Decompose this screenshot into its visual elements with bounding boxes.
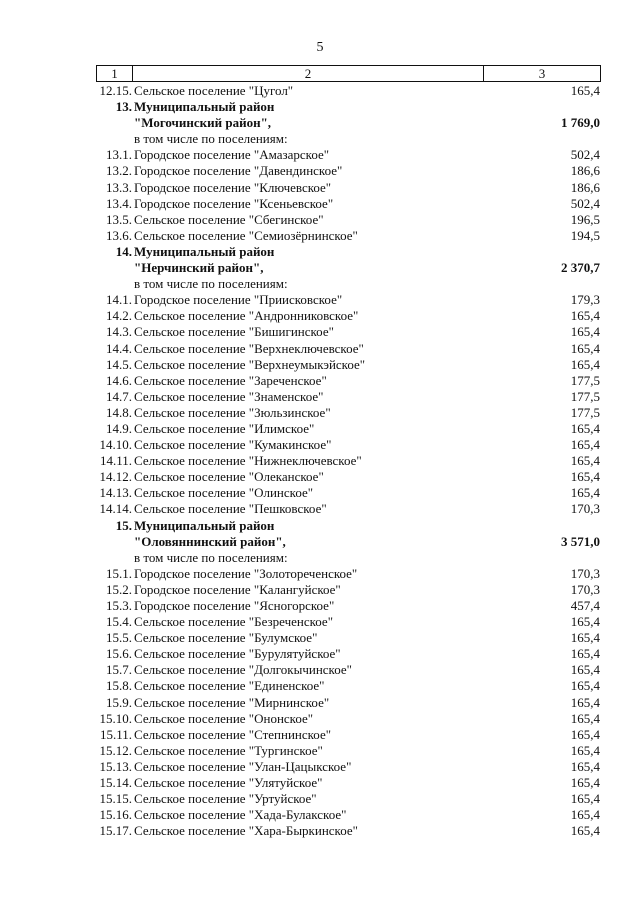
row-value: 165,4: [570, 453, 600, 469]
row-name: Сельское поселение "Андронниковское": [134, 308, 359, 324]
row-value: 2 370,7: [561, 260, 600, 276]
row-number: 15.7.: [106, 662, 132, 678]
row-number: 15.8.: [106, 678, 132, 694]
table-row: [0, 83, 640, 99]
row-name: Городское поселение "Ясногорское": [134, 598, 335, 613]
row-number: 13.5.: [106, 211, 132, 227]
row-value: 165,4: [570, 630, 600, 646]
row-value: 165,4: [570, 726, 600, 742]
table-row: [0, 131, 640, 147]
table-row: [0, 163, 640, 179]
row-number: 15.3.: [106, 598, 132, 613]
row-value: 165,4: [570, 420, 600, 436]
table-row: [0, 630, 640, 646]
table-row: [0, 566, 640, 582]
header-col-2: 2: [133, 66, 484, 81]
table-row: [0, 534, 640, 550]
row-number: 15.11.: [99, 726, 132, 742]
row-name: Муниципальный район: [134, 517, 275, 533]
table-row: [0, 695, 640, 711]
row-value: 502,4: [570, 147, 600, 163]
table-row: [0, 260, 640, 276]
row-number: 14.: [115, 243, 132, 259]
table-row: [0, 598, 640, 614]
row-number: 14.7.: [106, 388, 132, 404]
header-col-1: 1: [97, 66, 133, 81]
row-name: Сельское поселение "Ононское": [134, 710, 314, 726]
row-name: Городское поселение "Приисковское": [134, 292, 343, 308]
table-row: [0, 775, 640, 791]
row-value: 179,3: [570, 292, 600, 308]
row-name: в том числе по поселениям:: [134, 549, 288, 565]
row-value: 165,4: [570, 340, 600, 356]
row-name: Сельское поселение "Верхнеумыкэйское": [134, 356, 366, 372]
table-row: [0, 453, 640, 469]
row-number: 15.5.: [106, 630, 132, 646]
row-number: 13.4.: [106, 195, 132, 211]
row-name: Сельское поселение "Степнинское": [134, 726, 332, 742]
row-name: Сельское поселение "Кумакинское": [134, 437, 332, 453]
row-name: Городское поселение "Калангуйское": [134, 581, 341, 597]
row-name: Сельское поселение "Улятуйское": [134, 775, 323, 791]
table-row: [0, 228, 640, 244]
row-number: 14.6.: [106, 372, 132, 388]
table-row: [0, 357, 640, 373]
row-name: Городское поселение "Амазарское": [134, 147, 330, 163]
table-row: [0, 180, 640, 196]
table-row: [0, 727, 640, 743]
row-name: Сельское поселение "Булумское": [134, 630, 318, 646]
row-value: 502,4: [570, 195, 600, 211]
table-row: [0, 292, 640, 308]
table-row: [0, 485, 640, 501]
row-value: 457,4: [570, 598, 600, 613]
row-value: 165,4: [570, 662, 600, 678]
row-name: в том числе по поселениям:: [134, 276, 288, 292]
row-name: в том числе по поселениям:: [134, 131, 288, 147]
table-row: [0, 147, 640, 163]
row-name: Городское поселение "Ксеньевское": [134, 195, 334, 211]
table-row: [0, 823, 640, 839]
table-row: [0, 389, 640, 405]
table-row: [0, 308, 640, 324]
row-number: 15.10.: [99, 710, 132, 726]
row-number: 13.6.: [106, 227, 132, 243]
table-row: [0, 501, 640, 517]
row-value: 165,4: [570, 791, 600, 807]
row-name: Сельское поселение "Бурулятуйское": [134, 646, 341, 662]
table-header: [96, 65, 601, 82]
row-name: Муниципальный район: [134, 99, 275, 115]
row-name: Сельское поселение "Сбегинское": [134, 211, 324, 227]
row-value: 177,5: [570, 388, 600, 404]
row-value: 165,4: [570, 469, 600, 485]
row-number: 15.17.: [99, 823, 132, 839]
row-number: 13.: [115, 99, 132, 115]
row-value: 165,4: [570, 678, 600, 694]
table-row: [0, 99, 640, 115]
row-number: 14.9.: [106, 420, 132, 436]
row-number: 14.2.: [106, 308, 132, 324]
row-value: 165,4: [570, 758, 600, 774]
table-row: [0, 115, 640, 131]
row-number: 13.3.: [106, 179, 132, 195]
row-value: 165,4: [570, 742, 600, 758]
row-name: Сельское поселение "Олинское": [134, 485, 314, 501]
row-value: 3 571,0: [561, 533, 600, 549]
row-number: 15.14.: [99, 775, 132, 791]
row-number: 15.6.: [106, 646, 132, 662]
table-row: [0, 421, 640, 437]
row-number: 14.5.: [106, 356, 132, 372]
table-row: [0, 518, 640, 534]
row-name: Сельское поселение "Мирнинское": [134, 694, 330, 710]
table-row: [0, 212, 640, 228]
row-value: 165,4: [570, 324, 600, 340]
row-value: 177,5: [570, 404, 600, 420]
row-number: 13.1.: [106, 147, 132, 163]
row-number: 14.12.: [99, 469, 132, 485]
row-name: Городское поселение "Золотореченское": [134, 565, 358, 581]
table-row: [0, 469, 640, 485]
row-number: 15.9.: [106, 694, 132, 710]
header-col-3: 3: [538, 65, 546, 81]
row-value: 165,4: [570, 823, 600, 839]
row-value: 165,4: [570, 646, 600, 662]
row-name: Сельское поселение "Знаменское": [134, 388, 324, 404]
row-value: 165,4: [570, 807, 600, 823]
row-name: Муниципальный район: [134, 243, 275, 259]
table-row: [0, 662, 640, 678]
row-number: 15.12.: [99, 742, 132, 758]
table-row: [0, 614, 640, 630]
row-value: 165,4: [570, 710, 600, 726]
table-row: [0, 405, 640, 421]
row-value: 1 769,0: [561, 115, 600, 131]
table-row: [0, 244, 640, 260]
table-row: [0, 807, 640, 823]
row-name: Сельское поселение "Пешковское": [134, 501, 327, 517]
row-value: 165,4: [570, 308, 600, 324]
row-name: Сельское поселение "Бишигинское": [134, 324, 334, 340]
table-row: [0, 196, 640, 212]
row-name: Сельское поселение "Семиозёрнинское": [134, 227, 358, 243]
row-name: Сельское поселение "Тургинское": [134, 742, 323, 758]
table-row: [0, 550, 640, 566]
table-body: [0, 83, 640, 839]
row-name: Сельское поселение "Уртуйское": [134, 791, 317, 807]
row-value: 170,3: [570, 581, 600, 597]
table-row: [0, 711, 640, 727]
row-name: Сельское поселение "Долгокычинское": [134, 662, 352, 678]
row-number: 14.13.: [99, 485, 132, 501]
row-name: Сельское поселение "Верхнеключевское": [134, 340, 364, 356]
row-value: 170,3: [570, 501, 600, 517]
row-value: 165,4: [570, 356, 600, 372]
table-row: [0, 373, 640, 389]
row-value: 194,5: [570, 227, 600, 243]
row-name: Сельское поселение "Нижнеключевское": [134, 453, 362, 469]
page-number: 5: [316, 40, 324, 55]
row-value: 165,4: [570, 485, 600, 501]
row-number: 14.14.: [99, 501, 132, 517]
row-number: 14.1.: [106, 292, 132, 308]
row-value: 186,6: [570, 163, 600, 179]
row-number: 15.16.: [99, 807, 132, 823]
row-value: 165,4: [570, 83, 600, 98]
row-name: Городское поселение "Давендинское": [134, 163, 343, 179]
row-name: Сельское поселение "Илимское": [134, 420, 315, 436]
table-row: [0, 582, 640, 598]
table-row: [0, 341, 640, 357]
row-number: 14.10.: [99, 437, 132, 453]
row-number: 14.4.: [106, 340, 132, 356]
row-name: Сельское поселение "Зареченское": [134, 372, 327, 388]
row-value: 165,4: [570, 694, 600, 710]
row-name: Городское поселение "Ключевское": [134, 179, 332, 195]
row-value: 170,3: [570, 565, 600, 581]
row-number: 14.3.: [106, 324, 132, 340]
row-number: 13.2.: [106, 163, 132, 179]
row-number: 15.2.: [106, 581, 132, 597]
table-row: [0, 276, 640, 292]
table-row: [0, 743, 640, 759]
row-number: 15.15.: [99, 791, 132, 807]
table-row: [0, 759, 640, 775]
row-name: Сельское поселение "Улан-Цацыкское": [134, 758, 352, 774]
row-value: 165,4: [570, 614, 600, 630]
table-row: [0, 678, 640, 694]
row-name: "Нерчинский район",: [134, 260, 264, 276]
row-number: 12.15.: [99, 83, 132, 98]
row-name: Сельское поселение "Хада-Булакское": [134, 807, 347, 823]
row-name: Сельское поселение "Олеканское": [134, 469, 324, 485]
row-value: 165,4: [570, 437, 600, 453]
row-number: 15.13.: [99, 758, 132, 774]
row-number: 15.: [115, 517, 132, 533]
row-number: 14.11.: [99, 453, 132, 469]
table-row: [0, 437, 640, 453]
row-name: Сельское поселение "Единенское": [134, 678, 325, 694]
row-name: Сельское поселение "Цугол": [134, 83, 294, 98]
row-name: Сельское поселение "Зюльзинское": [134, 404, 331, 420]
row-number: 15.4.: [106, 614, 132, 630]
row-name: "Оловяннинский район",: [134, 533, 286, 549]
row-value: 186,6: [570, 179, 600, 195]
table-row: [0, 791, 640, 807]
row-number: 15.1.: [106, 565, 132, 581]
row-value: 177,5: [570, 372, 600, 388]
row-name: Сельское поселение "Безреченское": [134, 614, 333, 630]
row-value: 196,5: [570, 211, 600, 227]
row-value: 165,4: [570, 775, 600, 791]
row-number: 14.8.: [106, 404, 132, 420]
row-name: "Могочинский район",: [134, 115, 272, 131]
row-name: Сельское поселение "Хара-Быркинское": [134, 823, 358, 839]
table-row: [0, 646, 640, 662]
table-row: [0, 324, 640, 340]
